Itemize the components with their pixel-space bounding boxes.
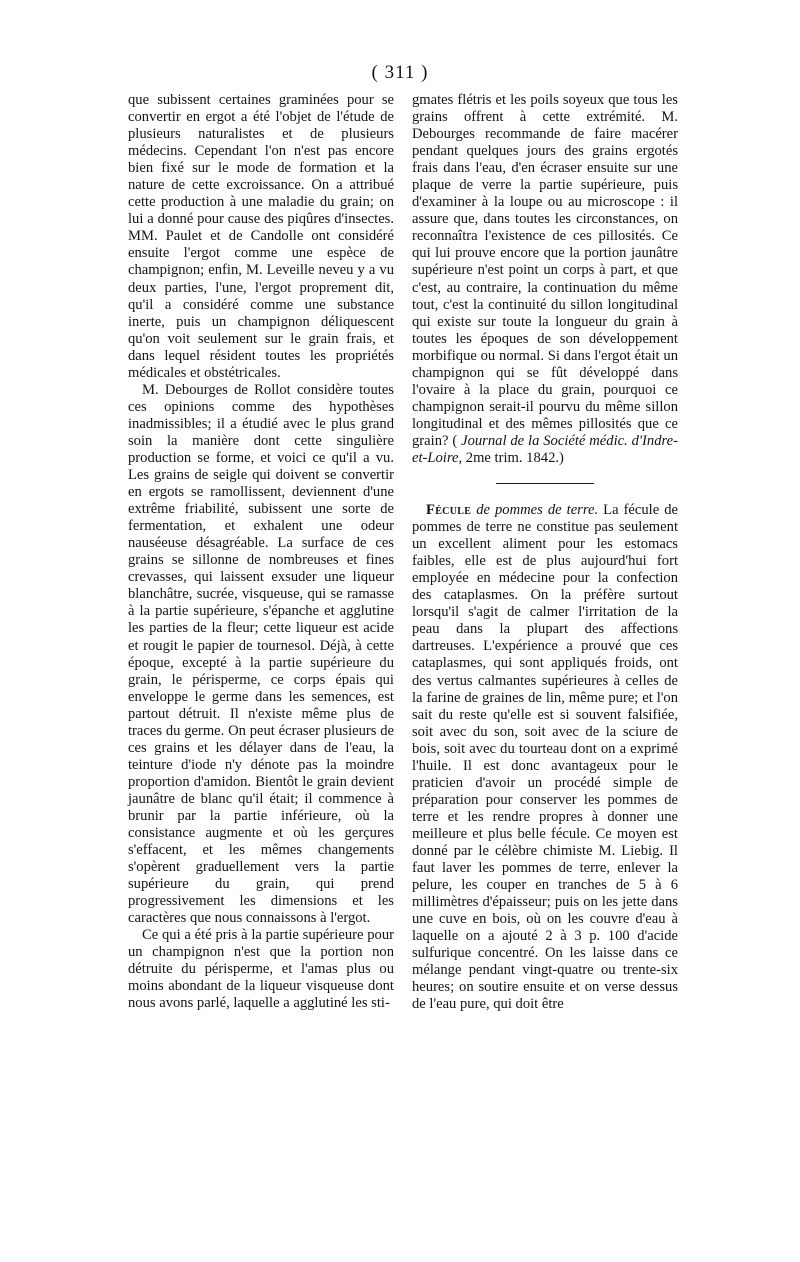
section-subtitle: de pommes de terre.: [476, 502, 599, 519]
right-paragraph-2-text: La fécule de pommes de terre ne constitue pas seulement un excellent aliment pour les estomacs faibles, elle est de plus aujourd'hui fort employée en médecine pour la confection des cataplasmes. On la préfère surtout lorsqu'il s'agit de calmer l'irritation de la peau dans la plupart des affections dartreuses. L'expérience a prouvé que ces cataplasmes, qui sont appliqués froids, ont des vertus calmantes supérieures à celles de la farine de graines de lin, même pure; et l'on sait du reste qu'elle est si souvent falsifiée, soit avec du son, soit avec de la sciure de bois, soit avec du tourteau dont on a exprimé l'huile. Il est donc avantageux pour le praticien d'avoir un procédé simple de préparation pour conserver les pommes de terre et les rendre propres à donner une meilleure et plus belle fécule. Ce moyen est donné par le célèbre chimiste M. Liebig. Il faut laver les pommes de terre, enlever la pelure, les couper en tranches de 5 à 6 millimètres d'épaisseur; puis on les jette dans une cuve en bois, où on les couvre d'eau à laquelle on a ajouté 2 à 3 p. 100 d'acide sulfurique concentré. On les laisse dans ce mélange pendant vingt-quatre ou trente-six heures; on soutire ensuite et on verse dessus de l'eau pure, qui doit être: [412, 502, 679, 1013]
right-paragraph-2: [412, 502, 678, 1013]
citation-trim: 2me trim. 1842.): [465, 449, 564, 466]
left-paragraph-3: Ce qui a été pris à la partie supérieure pour un champignon n'est que la portion non détruite du périsperme, et l'amas plus ou moins abondant de la liqueur visqueuse dont nous avons parlé, laquelle a agglutiné les sti-: [128, 927, 394, 1012]
left-column: [128, 92, 394, 1013]
right-paragraph-1: [412, 92, 678, 467]
left-paragraph-2: M. Debourges de Rollot considère toutes ces opinions comme des hypothèses inadmissibles; il a étudié avec le plus grand soin la manière dont cette singulière production se forme, et voici ce qu'il a vu. Les grains de seigle qui doivent se convertir en ergots se ramollissent, deviennent d'une extrême friabilité, subissent une sorte de fermentation, et exhalent une odeur nauséeuse désagréable. La surface de ces grains se sillonne de nombreuses et fines crevasses, qui laissent exsuder une liqueur blanchâtre, sucrée, visqueuse, qui se ramasse à la partie supérieure, s'épanche et agglutine les parties de la fleur; cette liqueur est acide et rougit le papier de tournesol. Déjà, à cette époque, excepté à la partie supérieure du grain, le périsperme, ce corps épais qui enveloppe le germe dans les semences, est partout détruit. Il n'existe même plus de traces du germe. On peut écraser plusieurs de ces grains et les délayer dans de l'eau, la teinture d'iode n'y dénote pas la moindre proportion d'amidon. Bientôt le grain devient jaunâtre de blanc qu'il était; il commence à brunir par la partie inférieure, où la consistance augmente et où les gerçures s'effacent, et les mêmes changements s'opèrent graduellement vers la partie supérieure du grain, qui prend progressivement les dimensions et les caractères que nous connaissons à l'ergot.: [128, 381, 394, 927]
citation-journal: Journal de la Société médic. d'Indre-et-Loire,: [412, 432, 678, 466]
page-number: ( 311 ): [371, 62, 429, 83]
section-title: Fécule: [426, 502, 472, 519]
right-paragraph-1-text: gmates flétris et les poils soyeux que tous les grains offrent à cette extrémité. M. Debourges recommande de faire macérer pendant quelques jours des grains ergotés frais dans l'eau, d'en écraser ensuite sur une plaque de verre la partie supérieure, puis d'examiner à la loupe ou au microscope : il assure que, dans toutes les circonstances, on reconnaîtra l'existence de ces pillosités. Ce qui lui prouve encore que la portion jaunâtre supérieure n'est point un corps à part, et que c'est, au contraire, la continuation du même tout, c'est la continuité du sillon longitudinal qui existe sur toute la longueur du grain à toutes les époques de son développement morbifique ou normal. Si dans l'ergot était un champignon qui se fût développé dans l'ovaire à la place du grain, pourquoi ce champignon serait-il pourvu du même sillon longitudinal et des mêmes pillosités que ce grain? (: [412, 92, 678, 449]
left-paragraph-1: que subissent certaines graminées pour se convertir en ergot a été l'objet de l'étude de plusieurs naturalistes et de plusieurs médecins. Cependant l'on n'est pas encore bien fixé sur le mode de formation et la nature de cette excroissance. On a attribué cette production à une maladie du grain; on lui a donné pour cause des piqûres d'insectes. MM. Paulet et de Candolle ont considéré ensuite l'ergot comme une espèce de champignon; enfin, M. Leveille neveu y a vu deux parties, l'une, l'ergot proprement dit, qu'il a considéré comme une substance inerte, puis un champignon déliquescent qu'on voit seulement sur le grain frais, et dans lequel résident toutes les propriétés médicales et obstétricales.: [128, 92, 394, 381]
section-divider: [496, 483, 594, 484]
right-column: [412, 92, 678, 1013]
